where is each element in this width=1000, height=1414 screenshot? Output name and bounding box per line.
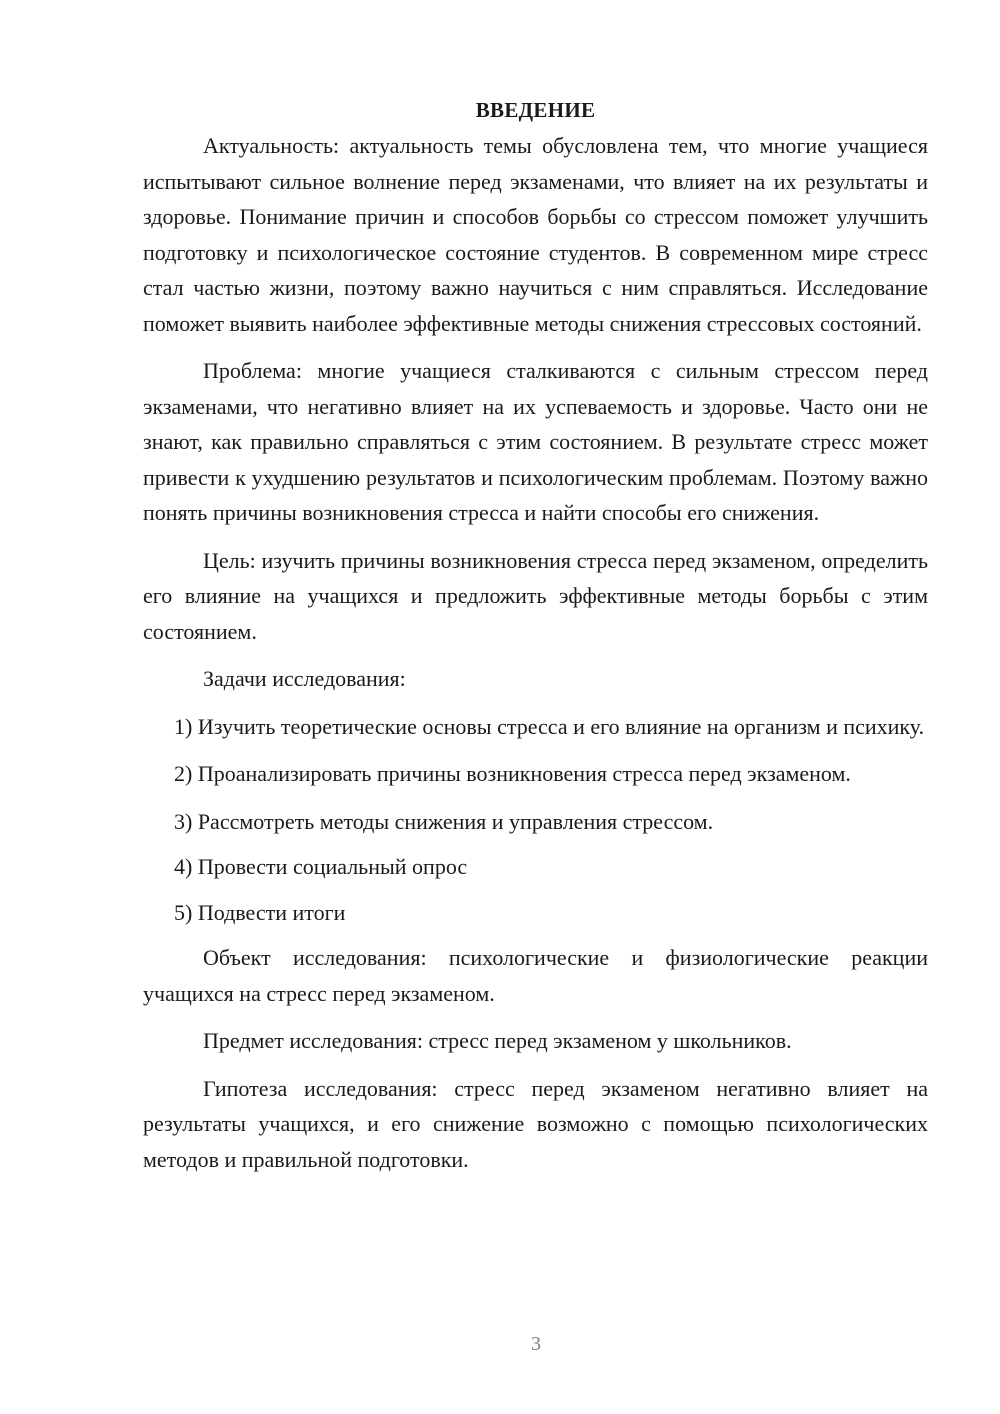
task-item: 3) Рассмотреть методы снижения и управления стрессом. — [174, 808, 714, 834]
page-number: 3 — [531, 1333, 541, 1355]
page-title: ВВЕДЕНИЕ — [475, 98, 596, 122]
task-item: 5) Подвести итоги — [174, 899, 346, 925]
hypothesis-paragraph: Гипотеза исследования: стресс перед экзаменом негативно влияет на результаты учащихся, и его снижение возможно с помощью психологических методов и правильной подготовки. — [143, 1075, 928, 1172]
subject-paragraph: Предмет исследования: стресс перед экзаменом у школьников. — [203, 1028, 792, 1053]
tasks-heading: Задачи исследования: — [203, 666, 406, 691]
relevance-paragraph: Актуальность: актуальность темы обусловлена тем, что многие учащиеся испытывают сильное волнение перед экзаменами, что влияет на их результаты и здоровье. Понимание причин и способов борьбы со стрессом поможет улучшить подготовку и психологическое состояние студентов. В современном мире стресс стал частью жизни, поэтому важно научиться с ним справляться. Исследование поможет выявить наиболее эффективные методы снижения стрессовых состояний. — [143, 133, 928, 336]
task-item: 4) Провести социальный опрос — [174, 854, 468, 879]
object-paragraph: Объект исследования: психологические и физиологические реакции учащихся на стресс перед экзаменом. — [143, 945, 928, 1006]
problem-paragraph: Проблема: многие учащиеся сталкиваются с сильным стрессом перед экзаменами, что негативно влияет на их успеваемость и здоровье. Часто они не знают, как правильно справляться с этим состоянием. В результате стресс может привести к ухудшению результатов и психологическим проблемам. Поэтому важно понять причины возникновения стресса и найти способы его снижения. — [143, 358, 928, 525]
document-body — [143, 92, 928, 1177]
task-item: 2) Проанализировать причины возникновения стресса перед экзаменом. — [174, 761, 851, 786]
goal-paragraph: Цель: изучить причины возникновения стресса перед экзаменом, определить его влияние на учащихся и предложить эффективные методы борьбы с этим состоянием. — [143, 547, 928, 644]
task-item: 1) Изучить теоретические основы стресса и его влияние на организм и психику. — [174, 713, 925, 739]
